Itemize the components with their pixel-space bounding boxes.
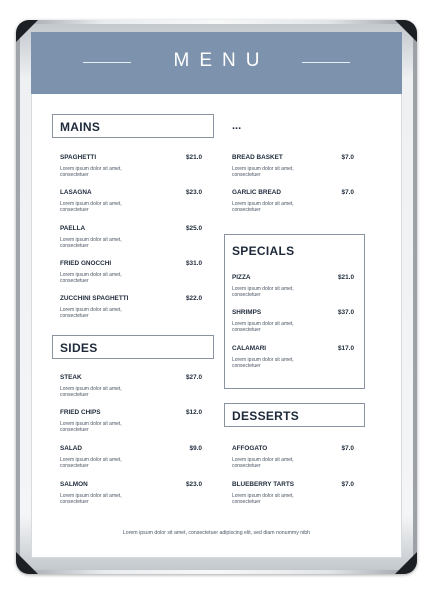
item-description: Lorem ipsum dolor sit amet, consectetuer bbox=[60, 272, 122, 285]
desserts-heading: DESSERTS bbox=[232, 409, 300, 423]
menu-item bbox=[232, 445, 354, 470]
item-description: Lorem ipsum dolor sit amet, consectetuer bbox=[232, 286, 294, 299]
item-price: $7.0 bbox=[341, 445, 354, 452]
item-description: Lorem ipsum dolor sit amet, consectetuer bbox=[60, 237, 122, 250]
item-description: Lorem ipsum dolor sit amet, consectetuer bbox=[60, 307, 122, 320]
menu-item bbox=[60, 409, 202, 434]
item-price: $12.0 bbox=[186, 409, 202, 416]
item-name: LASAGNA bbox=[60, 189, 92, 196]
item-price: $23.0 bbox=[186, 189, 202, 196]
menu-item bbox=[60, 445, 202, 470]
item-price: $22.0 bbox=[186, 295, 202, 302]
item-description: Lorem ipsum dolor sit amet, consectetuer bbox=[232, 357, 294, 370]
ellipsis-heading: ... bbox=[232, 120, 242, 132]
item-name: ZUCCHINI SPAGHETTI bbox=[60, 295, 129, 302]
item-description: Lorem ipsum dolor sit amet, consectetuer bbox=[60, 201, 122, 214]
specials-heading: SPECIALS bbox=[232, 244, 295, 258]
item-price: $7.0 bbox=[341, 189, 354, 196]
menu-item bbox=[60, 189, 202, 214]
item-price: $27.0 bbox=[186, 374, 202, 381]
menu-header-banner bbox=[31, 32, 402, 94]
item-price: $23.0 bbox=[186, 481, 202, 488]
item-name: FRIED CHIPS bbox=[60, 409, 101, 416]
menu-item bbox=[232, 345, 354, 370]
item-description: Lorem ipsum dolor sit amet, consectetuer bbox=[232, 201, 294, 214]
item-price: $31.0 bbox=[186, 260, 202, 267]
item-name: FRIED GNOCCHI bbox=[60, 260, 112, 267]
header-rule-right bbox=[302, 62, 350, 63]
item-price: $25.0 bbox=[186, 225, 202, 232]
item-price: $7.0 bbox=[341, 154, 354, 161]
item-name: GARLIC BREAD bbox=[232, 189, 281, 196]
menu-item bbox=[60, 295, 202, 320]
item-price: $9.0 bbox=[189, 445, 202, 452]
item-price: $7.0 bbox=[341, 481, 354, 488]
item-description: Lorem ipsum dolor sit amet, consectetuer bbox=[60, 421, 122, 434]
mains-heading: MAINS bbox=[60, 120, 101, 134]
menu-item bbox=[60, 481, 202, 506]
item-description: Lorem ipsum dolor sit amet, consectetuer bbox=[60, 493, 122, 506]
item-name: SALMON bbox=[60, 481, 88, 488]
item-description: Lorem ipsum dolor sit amet, consectetuer bbox=[60, 166, 122, 179]
item-description: Lorem ipsum dolor sit amet, consectetuer bbox=[232, 493, 294, 506]
menu-item bbox=[232, 309, 354, 334]
menu-item bbox=[60, 225, 202, 250]
item-name: STEAK bbox=[60, 374, 82, 381]
item-name: SHRIMPS bbox=[232, 309, 262, 316]
menu-item bbox=[60, 260, 202, 285]
menu-item bbox=[60, 374, 202, 399]
item-name: PAELLA bbox=[60, 225, 86, 232]
item-name: CALAMARI bbox=[232, 345, 267, 352]
menu-sheet bbox=[31, 32, 402, 558]
sides-heading: SIDES bbox=[60, 341, 98, 355]
item-name: PIZZA bbox=[232, 274, 251, 281]
menu-item bbox=[232, 154, 354, 179]
item-description: Lorem ipsum dolor sit amet, consectetuer bbox=[232, 166, 294, 179]
item-description: Lorem ipsum dolor sit amet, consectetuer bbox=[60, 386, 122, 399]
menu-item bbox=[232, 274, 354, 299]
item-name: SALAD bbox=[60, 445, 83, 452]
item-price: $37.0 bbox=[338, 309, 354, 316]
item-name: AFFOGATO bbox=[232, 445, 268, 452]
item-name: BREAD BASKET bbox=[232, 154, 283, 161]
menu-item bbox=[60, 154, 202, 179]
item-description: Lorem ipsum dolor sit amet, consectetuer bbox=[60, 457, 122, 470]
menu-title: MENU bbox=[173, 50, 270, 71]
item-description: Lorem ipsum dolor sit amet, consectetuer bbox=[232, 321, 294, 334]
item-price: $17.0 bbox=[338, 345, 354, 352]
menu-item bbox=[232, 481, 354, 506]
item-price: $21.0 bbox=[338, 274, 354, 281]
item-name: SPAGHETTI bbox=[60, 154, 97, 161]
item-price: $21.0 bbox=[186, 154, 202, 161]
menu-footer-text: Lorem ipsum dolor sit amet, consectetuer adipiscing elit, sed diam nonummy nibh bbox=[122, 530, 311, 536]
menu-item bbox=[232, 189, 354, 214]
item-description: Lorem ipsum dolor sit amet, consectetuer bbox=[232, 457, 294, 470]
item-name: BLUEBERRY TARTS bbox=[232, 481, 295, 488]
